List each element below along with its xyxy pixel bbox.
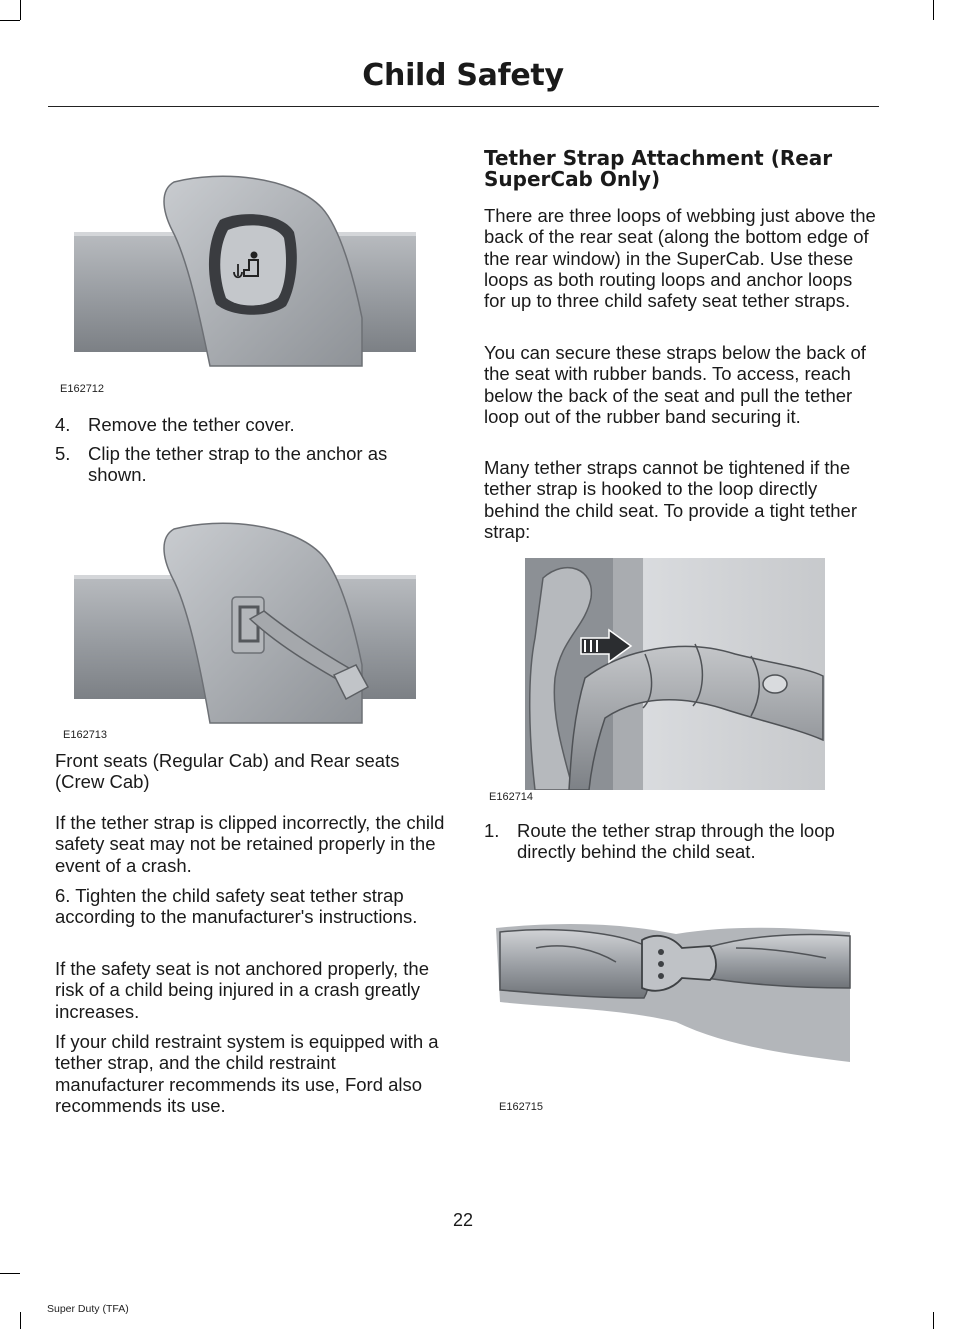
footer-doc-name: Super Duty (TFA) <box>47 1303 129 1315</box>
figure-code: E162712 <box>60 383 105 395</box>
crop-mark <box>933 0 934 20</box>
figure-code: E162713 <box>63 729 108 741</box>
page-title: Child Safety <box>362 58 564 93</box>
crop-mark <box>0 1273 20 1274</box>
paragraph: You can secure these straps below the back of the seat with rubber bands. To access, reach below the back of the seat and pull the tether loop out of the rubber band securing it. <box>484 342 866 427</box>
paragraph: If the safety seat is not anchored properly, the risk of a child being injured in a crash greatly increases. <box>55 958 429 1022</box>
header-rule <box>48 106 879 107</box>
paragraph: Many tether straps cannot be tightened if the tether strap is hooked to the loop directly behind the child seat. To provide a tight tether strap: <box>484 457 857 542</box>
direction-arrow-icon <box>579 628 633 664</box>
paragraph: Front seats (Regular Cab) and Rear seats (Crew Cab) <box>55 750 400 793</box>
figure-loop-routing <box>525 558 825 790</box>
list-number: 5. <box>55 443 71 464</box>
list-number: 1. <box>484 820 500 841</box>
section-heading: Tether Strap Attachment (Rear SuperCab Only) <box>484 146 833 191</box>
list-text: Remove the tether cover. <box>88 414 295 435</box>
crop-mark <box>20 1312 21 1329</box>
paragraph: If the tether strap is clipped incorrectly, the child safety seat may not be retained properly in the event of a crash. <box>55 812 445 876</box>
paragraph: 6. Tighten the child safety seat tether strap according to the manufacturer's instructions. <box>55 885 418 928</box>
list-text: Route the tether strap through the loop directly behind the child seat. <box>517 820 835 863</box>
page-number: 22 <box>452 1210 474 1230</box>
paragraph: There are three loops of webbing just above the back of the rear seat (along the bottom edge of the rear window) in the SuperCab. Use these loops as both routing loops and anchor loops for up to three child safety seat tether straps. <box>484 205 876 312</box>
figure-tether-clip <box>64 515 420 727</box>
figure-strap-through-loop <box>496 918 852 1068</box>
child-seat-anchor-icon <box>232 250 266 284</box>
figure-code: E162714 <box>489 791 534 803</box>
figure-tether-cover <box>60 168 420 380</box>
paragraph: If your child restraint system is equipped with a tether strap, and the child restraint manufacturer recommends its use, Ford also recommends its use. <box>55 1031 439 1116</box>
crop-mark <box>20 0 21 20</box>
list-text: Clip the tether strap to the anchor as shown. <box>88 443 388 486</box>
crop-mark <box>933 1312 934 1329</box>
figure-code: E162715 <box>499 1101 544 1113</box>
crop-mark <box>0 20 20 21</box>
list-number: 4. <box>55 414 71 435</box>
